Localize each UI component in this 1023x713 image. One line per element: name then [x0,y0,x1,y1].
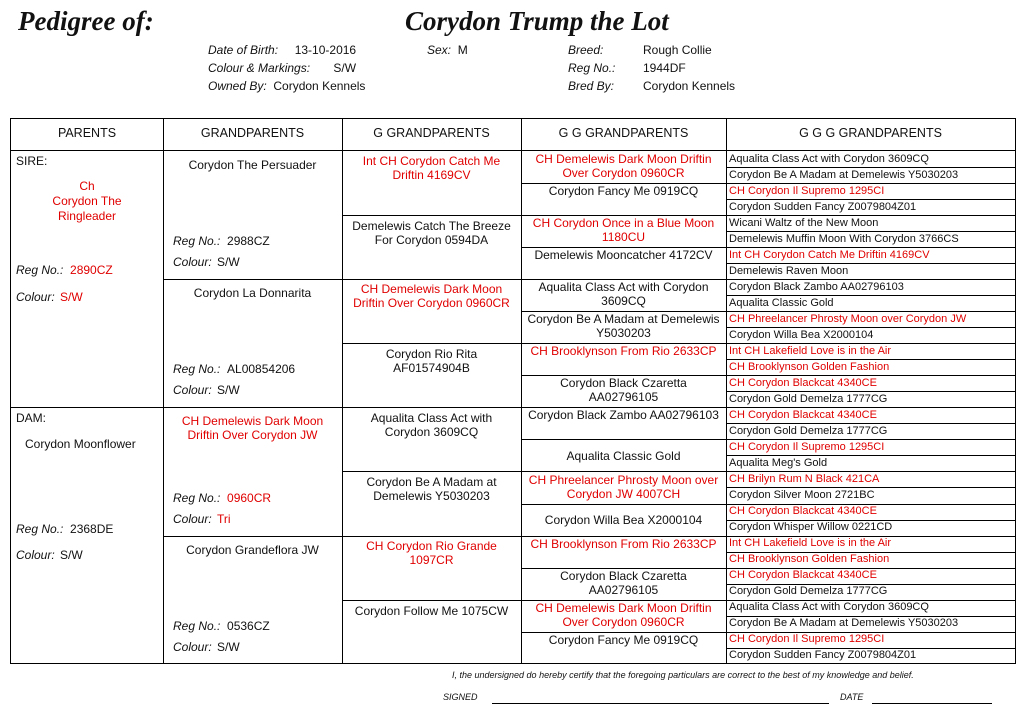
breed-label: Breed: [568,43,604,57]
owned-label: Owned By: [208,79,267,93]
g-grandparent-8: Corydon Follow Me 1075CW [354,604,509,618]
breed-row [568,43,712,57]
gg-grandparent-1: CH Demelewis Dark Moon Driftin Over Corydon 0960CR [535,152,712,180]
g-grandparent-1: Int CH Corydon Catch Me Driftin 4169CV [362,154,501,182]
sire-reg-label: Reg No.: [16,263,64,277]
dog-name-title: Corydon Trump the Lot [405,6,669,36]
grandparent-2-reg-row: Reg No.: AL00854206 [173,362,296,376]
grandparent-1-colour-row: Colour: S/W [173,255,240,269]
header-grandparents: GRANDPARENTS [200,126,305,140]
owned-row [208,79,365,93]
ggg-grandparent-16: Corydon Gold Demelza 1777CG [729,393,888,405]
ggg-grandparent-14: CH Brooklynson Golden Fashion [729,361,890,373]
ggg-grandparent-26: CH Brooklynson Golden Fashion [729,553,890,565]
sire-label: SIRE: [16,154,48,168]
gg-grandparent-8: Corydon Black Czaretta AA02796105 [560,376,687,404]
g-grandparent-3: CH Demelewis Dark Moon Driftin Over Corydon 0960CR [353,282,510,310]
bred-label: Bred By: [568,79,615,93]
ggg-grandparent-15: CH Corydon Blackcat 4340CE [729,377,877,389]
bred-value: Corydon Kennels [643,79,736,93]
ggg-grandparent-29: Aqualita Class Act with Corydon 3609CQ [729,601,929,613]
colour-value: S/W [333,61,357,75]
colour-label: Colour & Markings: [208,61,311,75]
grandparent-2-colour-row: Colour: S/W [173,383,240,397]
dob-label: Date of Birth: [208,43,279,57]
sire-colour: S/W [60,290,83,304]
gg-grandparent-12: Corydon Willa Bea X2000104 [544,513,703,527]
colour-row [208,61,356,75]
dob-value: 13-10-2016 [294,43,357,57]
ggg-grandparent-20: Aqualita Meg's Gold [729,457,828,469]
certification-text: I, the undersigned do hereby certify that the foregoing particulars are correct to the best of my knowledge and belief. [452,670,914,680]
grandparent-3: CH Demelewis Dark Moon Driftin Over Corydon JW [181,414,324,442]
ggg-grandparent-27: CH Corydon Blackcat 4340CE [729,569,877,581]
header-parents: PARENTS [57,126,117,140]
ggg-grandparent-18: Corydon Gold Demelza 1777CG [729,425,888,437]
sire-reg-row [16,263,113,277]
gg-grandparent-16: Corydon Fancy Me 0919CQ [548,633,699,647]
dam-colour: S/W [60,548,83,562]
dam-reg-row [16,522,113,536]
ggg-grandparent-30: Corydon Be A Madam at Demelewis Y5030203 [729,617,959,629]
sex-label: Sex: [427,43,452,57]
grandparent-1-reg-row: Reg No.: 2988CZ [173,234,270,248]
g-grandparent-4: Corydon Rio Rita AF01574904B [385,347,478,375]
ggg-grandparent-5: Wicani Waltz of the New Moon [729,217,879,229]
gg-grandparent-6: Corydon Be A Madam at Demelewis Y5030203 [527,312,720,340]
dam-name: Corydon Moonflower [25,437,136,451]
ggg-grandparent-3: CH Corydon Il Supremo 1295CI [729,185,885,197]
ggg-grandparent-6: Demelewis Muffin Moon With Corydon 3766CS [729,233,959,245]
grandparent-3-colour-row: Colour: Tri [173,512,231,526]
dam-reg-label: Reg No.: [16,522,64,536]
ggg-grandparent-22: Corydon Silver Moon 2721BC [729,489,875,501]
gg-grandparent-7: CH Brooklynson From Rio 2633CP [530,344,717,358]
dam-label: DAM: [16,411,46,425]
gg-grandparent-13: CH Brooklynson From Rio 2633CP [530,537,717,551]
ggg-grandparent-31: CH Corydon Il Supremo 1295CI [729,633,885,645]
signed-label: SIGNED [443,692,478,702]
gg-grandparent-14: Corydon Black Czaretta AA02796105 [560,569,687,597]
ggg-grandparent-4: Corydon Sudden Fancy Z0079804Z01 [729,201,917,213]
ggg-grandparent-8: Demelewis Raven Moon [729,265,849,277]
ggg-grandparent-10: Aqualita Classic Gold [729,297,834,309]
gg-grandparent-2: Corydon Fancy Me 0919CQ [548,184,699,198]
g-grandparent-2: Demelewis Catch The Breeze For Corydon 0594DA [352,219,511,247]
ggg-grandparent-19: CH Corydon Il Supremo 1295CI [729,441,885,453]
dam-colour-label: Colour: [16,548,55,562]
sire-reg: 2890CZ [70,263,113,277]
ggg-grandparent-1: Aqualita Class Act with Corydon 3609CQ [729,153,929,165]
ggg-grandparent-9: Corydon Black Zambo AA02796103 [729,281,904,293]
bred-row [568,79,735,93]
sire-colour-label: Colour: [16,290,55,304]
gg-grandparent-3: CH Corydon Once in a Blue Moon 1180CU [532,216,715,244]
signature-line[interactable] [492,703,829,704]
g-grandparent-5: Aqualita Class Act with Corydon 3609CQ [370,411,493,439]
date-label: DATE [840,692,864,702]
grandparent-2: Corydon La Donnarita [193,286,312,300]
gg-grandparent-15: CH Demelewis Dark Moon Driftin Over Corydon 0960CR [535,601,712,629]
grandparent-4-colour-row: Colour: S/W [173,640,240,654]
ggg-grandparent-32: Corydon Sudden Fancy Z0079804Z01 [729,649,917,661]
g-grandparent-6: Corydon Be A Madam at Demelewis Y5030203 [366,475,497,503]
sex-row [427,43,468,57]
date-line[interactable] [872,703,992,704]
reg-value: 1944DF [643,61,686,75]
ggg-grandparent-11: CH Phreelancer Phrosty Moon over Corydon JW [729,313,967,325]
ggg-grandparent-7: Int CH Corydon Catch Me Driftin 4169CV [729,249,930,261]
sire-name: Ch Corydon The Ringleader [52,179,122,223]
ggg-grandparent-28: Corydon Gold Demelza 1777CG [729,585,888,597]
header-g-grandparents: G GRANDPARENTS [373,126,490,140]
grandparent-1: Corydon The Persuader [188,158,317,172]
pedigree-table [10,118,1016,664]
reg-row [568,61,686,75]
gg-grandparent-5: Aqualita Class Act with Corydon 3609CQ [538,280,709,308]
dam-reg: 2368DE [70,522,114,536]
ggg-grandparent-12: Corydon Willa Bea X2000104 [729,329,874,341]
ggg-grandparent-2: Corydon Be A Madam at Demelewis Y5030203 [729,169,959,181]
ggg-grandparent-25: Int CH Lakefield Love is in the Air [729,537,892,549]
breed-value: Rough Collie [643,43,712,57]
sire-colour-row [16,290,83,304]
header-ggg-grandparents: G G G GRANDPARENTS [799,126,942,140]
pedigree-label: Pedigree of: [18,6,154,36]
gg-grandparent-11: CH Phreelancer Phrosty Moon over Corydon JW 4007CH [528,473,719,501]
ggg-grandparent-21: CH Brilyn Rum N Black 421CA [729,473,880,485]
dam-colour-row [16,548,83,562]
g-grandparent-7: CH Corydon Rio Grande 1097CR [366,539,497,567]
ggg-grandparent-17: CH Corydon Blackcat 4340CE [729,409,877,421]
grandparent-4: Corydon Grandeflora JW [186,543,319,557]
header-gg-grandparents: G G GRANDPARENTS [558,126,689,140]
dob-row [208,43,356,57]
sex-value: M [457,43,468,57]
grandparent-3-reg-row: Reg No.: 0960CR [173,491,272,505]
gg-grandparent-10: Aqualita Classic Gold [566,449,681,463]
owned-value: Corydon Kennels [273,79,366,93]
gg-grandparent-9: Corydon Black Zambo AA02796103 [528,408,719,422]
gg-grandparent-4: Demelewis Mooncatcher 4172CV [534,248,713,262]
ggg-grandparent-24: Corydon Whisper Willow 0221CD [729,521,893,533]
reg-label: Reg No.: [568,61,616,75]
ggg-grandparent-23: CH Corydon Blackcat 4340CE [729,505,877,517]
ggg-grandparent-13: Int CH Lakefield Love is in the Air [729,345,892,357]
grandparent-4-reg-row: Reg No.: 0536CZ [173,619,270,633]
